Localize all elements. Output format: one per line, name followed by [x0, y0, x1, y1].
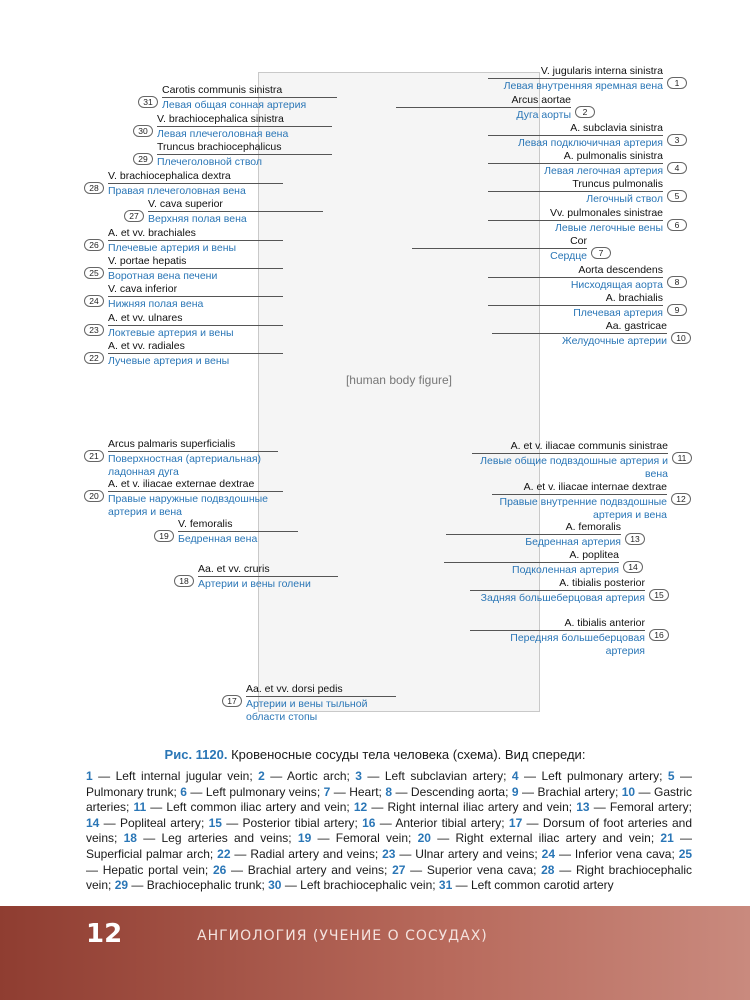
legend-text: Descending aorta — [410, 784, 506, 799]
label-number: 12 — [671, 493, 691, 505]
legend-text: Right external iliac artery and vein — [455, 831, 651, 846]
label-russian: Бедренная артерия — [446, 534, 621, 549]
label-number: 20 — [84, 490, 104, 502]
legend-number: 20 — [417, 831, 431, 846]
label-25 — [89, 255, 283, 283]
label-latin: V. femoralis — [178, 518, 233, 530]
label-16 — [470, 617, 664, 658]
label-russian: Левая подключичная артерия — [488, 135, 663, 150]
legend-number: 17 — [508, 815, 523, 830]
label-number: 24 — [84, 295, 104, 307]
legend-entry: 21 — Superficial palmar arch; — [86, 831, 693, 861]
label-russian: Левая плечеголовная вена — [157, 126, 332, 141]
label-number: 19 — [154, 530, 174, 542]
label-28 — [89, 170, 283, 198]
legend-number: 8 — [385, 784, 392, 799]
page-footer — [0, 906, 750, 1000]
label-russian: Задняя большеберцовая артерия — [470, 590, 645, 605]
label-number: 17 — [222, 695, 242, 707]
label-number: 28 — [84, 182, 104, 194]
legend-number: 23 — [382, 846, 396, 861]
label-latin: Truncus brachiocephalicus — [157, 141, 282, 153]
label-10 — [492, 320, 686, 348]
legend-number: 9 — [511, 784, 519, 799]
label-4 — [488, 150, 680, 178]
label-latin: A. et v. iliacae internae dextrae — [523, 481, 667, 493]
legend-text: Left pulmonary veins — [205, 784, 317, 799]
label-1 — [488, 65, 680, 93]
legend-number: 11 — [133, 800, 147, 815]
legend-text: Anterior tibial artery — [395, 815, 502, 830]
legend-number: 24 — [541, 846, 556, 861]
label-russian: Нижняя полая вена — [108, 296, 283, 311]
legend-text: Pulmonary trunk — [86, 784, 174, 799]
legend-number: 26 — [212, 862, 227, 877]
label-17 — [227, 683, 396, 724]
label-russian: Воротная вена печени — [108, 268, 283, 283]
figure-number: Рис. 1120. — [164, 747, 228, 762]
label-russian: Плечевые артерия и вены — [108, 240, 283, 255]
legend-number: 5 — [667, 769, 675, 783]
legend-text: Heart — [349, 784, 379, 799]
label-2 — [396, 94, 588, 122]
label-russian: Артерии и вены тыльной области стопы — [246, 696, 396, 724]
label-21 — [89, 438, 278, 479]
label-latin: V. cava inferior — [108, 283, 178, 295]
legend-number: 22 — [217, 846, 231, 861]
label-number: 14 — [623, 561, 643, 573]
legend-entry: 11 — Left common iliac artery and vein; — [133, 800, 354, 815]
legend-number: 2 — [258, 769, 265, 783]
label-number: 11 — [672, 452, 692, 464]
label-number: 4 — [667, 162, 687, 174]
legend-text: Radial artery and veins — [250, 846, 375, 861]
label-latin: A. femoralis — [565, 521, 621, 533]
label-number: 1 — [667, 77, 687, 89]
label-number: 6 — [667, 219, 687, 231]
legend-text: Right internal iliac artery and vein — [387, 800, 569, 815]
legend-entry: 31 — Left common carotid artery — [438, 878, 614, 893]
label-29 — [138, 141, 332, 169]
legend-entry: 5 — Pulmonary trunk; — [86, 769, 693, 799]
label-number: 15 — [649, 589, 669, 601]
legend-entry: 12 — Right internal iliac artery and vein; — [353, 800, 577, 815]
label-russian: Левая общая сонная артерия — [162, 97, 337, 112]
legend-number: 6 — [180, 784, 187, 799]
label-latin: Aa. et vv. cruris — [198, 563, 270, 575]
label-latin: Cor — [570, 235, 587, 247]
label-number: 2 — [575, 106, 595, 118]
label-number: 26 — [84, 239, 104, 251]
label-russian: Бедренная вена — [178, 531, 298, 546]
legend-text: Femoral artery — [609, 800, 689, 815]
legend-entry: 9 — Brachial artery; — [511, 784, 622, 799]
label-latin: A. brachialis — [605, 292, 663, 304]
label-latin: A. tibialis posterior — [559, 577, 645, 589]
label-14 — [444, 549, 638, 577]
legend-entry: 30 — Left brachiocephalic vein; — [268, 878, 439, 893]
legend-entry: 24 — Inferior vena cava; — [541, 846, 679, 861]
label-latin: A. pulmonalis sinistra — [563, 150, 663, 162]
legend-text: Ulnar artery and veins — [415, 846, 535, 861]
legend-entry: 17 — Dorsum of foot arteries and veins; — [86, 815, 693, 846]
legend-text: Superior vena cava — [426, 862, 534, 877]
legend-text: Brachiocephalic trunk — [146, 878, 262, 893]
label-18 — [179, 563, 338, 591]
legend-entry: 18 — Leg arteries and veins; — [123, 831, 298, 846]
label-number: 8 — [667, 276, 687, 288]
label-russian: Легочный ствол — [488, 191, 663, 206]
legend-number: 30 — [268, 878, 282, 893]
legend-number: 4 — [511, 769, 519, 783]
label-latin: A. subclavia sinistra — [570, 122, 663, 134]
legend-text: Left internal jugular vein — [115, 769, 250, 783]
legend-number: 21 — [660, 831, 674, 846]
label-9 — [488, 292, 680, 320]
label-latin: V. brachiocephalica dextra — [108, 170, 231, 182]
label-number: 13 — [625, 533, 645, 545]
placeholder-caption: [human body figure] — [345, 373, 453, 387]
label-russian: Желудочные артерии — [492, 333, 667, 348]
legend-text: Leg arteries and veins — [161, 831, 289, 846]
legend-text: Brachial artery and veins — [247, 862, 385, 877]
legend-entry: 6 — Left pulmonary veins; — [180, 784, 324, 799]
legend-entry: 16 — Anterior tibial artery; — [362, 815, 509, 830]
legend-entry: 19 — Femoral vein; — [297, 831, 418, 846]
legend-entry: 13 — Femoral artery; — [576, 800, 692, 815]
legend-entry: 22 — Radial artery and veins; — [217, 846, 383, 861]
label-russian: Сердце — [412, 248, 587, 263]
legend-entry: 14 — Popliteal artery; — [86, 815, 209, 830]
legend-entry: 10 — Gastric arteries; — [86, 784, 693, 815]
legend-entry: 26 — Brachial artery and veins; — [212, 862, 393, 877]
legend-entry: 7 — Heart; — [323, 784, 386, 799]
label-3 — [488, 122, 680, 150]
label-30 — [138, 113, 332, 141]
label-latin: A. et v. iliacae externae dextrae — [108, 478, 255, 490]
legend-entry: 23 — Ulnar artery and veins; — [382, 846, 542, 861]
label-russian: Левые легочные вены — [488, 220, 663, 235]
label-number: 31 — [138, 96, 158, 108]
label-russian: Правая плечеголовная вена — [108, 183, 283, 198]
legend-text: Left brachiocephalic vein — [300, 878, 433, 893]
legend-number: 1 — [86, 769, 93, 783]
label-latin: Arcus palmaris superficialis — [108, 438, 236, 450]
label-27 — [129, 198, 323, 226]
label-latin: V. cava superior — [148, 198, 223, 210]
legend-number: 10 — [621, 784, 636, 799]
label-number: 23 — [84, 324, 104, 336]
legend-entry: 27 — Superior vena cava; — [392, 862, 542, 877]
legend-text: Dorsum of foot arteries and veins — [86, 815, 693, 846]
legend-number: 15 — [208, 815, 222, 830]
label-26 — [89, 227, 283, 255]
label-russian: Левые общие подвздошные артерия и вена — [472, 453, 668, 481]
label-latin: V. portae hepatis — [108, 255, 187, 267]
label-11 — [472, 440, 687, 481]
legend-text: Posterior tibial artery — [242, 815, 355, 830]
label-latin: A. tibialis anterior — [564, 617, 645, 629]
legend-entry: 15 — Posterior tibial artery; — [208, 815, 363, 830]
label-5 — [488, 178, 680, 206]
legend-text: Popliteal artery — [119, 815, 201, 830]
legend-number: 14 — [86, 815, 100, 830]
label-russian: Плечеголовной ствол — [157, 154, 332, 169]
label-latin: A. poplitea — [569, 549, 619, 561]
legend-text: Superficial palmar arch — [86, 846, 210, 861]
label-number: 5 — [667, 190, 687, 202]
legend-number: 29 — [114, 878, 129, 893]
label-russian: Верхняя полая вена — [148, 211, 323, 226]
label-latin: Arcus aortae — [511, 94, 571, 106]
label-31 — [143, 84, 337, 112]
legend-entry: 28 — Right brachiocephalic vein; — [86, 862, 693, 893]
label-latin: A. et vv. brachiales — [108, 227, 196, 239]
label-12 — [492, 481, 686, 522]
legend-number: 18 — [123, 831, 137, 846]
legend-text: Left common carotid artery — [470, 878, 614, 893]
label-15 — [470, 577, 664, 605]
label-russian: Нисходящая аорта — [488, 277, 663, 292]
label-russian: Лучевые артерия и вены — [108, 353, 283, 368]
label-latin: Vv. pulmonales sinistrae — [549, 207, 663, 219]
label-russian: Левая легочная артерия — [488, 163, 663, 178]
legend-text: Left subclavian artery — [384, 769, 504, 783]
legend-number: 3 — [355, 769, 362, 783]
label-24 — [89, 283, 283, 311]
page-number: 12 — [86, 919, 123, 949]
legend-text: Brachial artery — [537, 784, 615, 799]
label-number: 9 — [667, 304, 687, 316]
legend-entry: 25 — Hepatic portal vein; — [86, 846, 693, 877]
legend-text: Right brachiocephalic vein — [86, 862, 693, 893]
label-latin: A. et vv. ulnares — [108, 312, 183, 324]
label-number: 27 — [124, 210, 144, 222]
label-8 — [488, 264, 680, 292]
label-russian: Дуга аорты — [396, 107, 571, 122]
legend-text: Hepatic portal vein — [102, 862, 205, 877]
label-russian: Левая внутренняя яремная вена — [488, 78, 663, 93]
legend-number: 31 — [438, 878, 453, 893]
label-number: 18 — [174, 575, 194, 587]
label-russian: Правые наружные подвздошные артерия и вена — [108, 491, 283, 519]
legend-number: 13 — [576, 800, 590, 815]
legend-text: Aortic arch — [287, 769, 347, 783]
legend-text: Gastric arteries — [86, 784, 693, 815]
legend-entry: 29 — Brachiocephalic trunk; — [114, 878, 269, 893]
legend-number: 7 — [323, 784, 331, 799]
label-number: 25 — [84, 267, 104, 279]
label-latin: Carotis communis sinistra — [162, 84, 283, 96]
label-latin: Aorta descendens — [578, 264, 663, 276]
label-number: 16 — [649, 629, 669, 641]
label-19 — [159, 518, 298, 546]
figure-title: Кровеносные сосуды тела человека (схема). Вид спереди: — [231, 747, 586, 762]
label-russian: Артерии и вены голени — [198, 576, 338, 591]
legend-text: Femoral vein — [335, 831, 409, 846]
legend-entry: 3 — Left subclavian artery; — [355, 769, 512, 783]
label-latin: V. brachiocephalica sinistra — [157, 113, 284, 125]
label-latin: A. et v. iliacae communis sinistrae — [510, 440, 668, 452]
label-number: 7 — [591, 247, 611, 259]
label-22 — [89, 340, 283, 368]
label-russian: Правые внутренние подвздошные артерия и вена — [492, 494, 667, 522]
label-latin: Aa. gastricae — [605, 320, 667, 332]
label-23 — [89, 312, 283, 340]
label-number: 3 — [667, 134, 687, 146]
legend-entry: 1 — Left internal jugular vein; — [86, 769, 259, 783]
label-russian: Плечевая артерия — [488, 305, 663, 320]
label-7 — [412, 235, 604, 263]
legend-text: Left common iliac artery and vein — [166, 800, 347, 815]
label-number: 22 — [84, 352, 104, 364]
label-latin: Aa. et vv. dorsi pedis — [246, 683, 343, 695]
legend-entry: 20 — Right external iliac artery and vein; — [417, 831, 661, 846]
label-latin: V. jugularis interna sinistra — [540, 65, 663, 77]
figure-caption — [0, 747, 750, 762]
label-russian: Локтевые артерия и вены — [108, 325, 283, 340]
figure-legend — [86, 769, 692, 894]
label-number: 21 — [84, 450, 104, 462]
legend-entry: 4 — Left pulmonary artery; — [511, 769, 668, 783]
label-russian: Передняя большеберцовая артерия — [470, 630, 645, 658]
legend-number: 25 — [678, 846, 693, 861]
label-latin: Truncus pulmonalis — [572, 178, 663, 190]
legend-text: Left pulmonary artery — [541, 769, 660, 783]
legend-number: 16 — [362, 815, 376, 830]
legend-entry: 8 — Descending aorta; — [385, 784, 512, 799]
label-13 — [446, 521, 640, 549]
label-russian: Подколенная артерия — [444, 562, 619, 577]
legend-entry: 2 — Aortic arch; — [258, 769, 356, 783]
label-number: 30 — [133, 125, 153, 137]
label-number: 10 — [671, 332, 691, 344]
legend-number: 28 — [541, 862, 555, 877]
label-6 — [488, 207, 680, 235]
legend-number: 12 — [353, 800, 368, 815]
label-russian: Поверхностная (артериальная) ладонная дуга — [108, 451, 278, 479]
label-number: 29 — [133, 153, 153, 165]
legend-number: 27 — [392, 862, 406, 877]
label-latin: A. et vv. radiales — [108, 340, 185, 352]
legend-text: Inferior vena cava — [574, 846, 672, 861]
chapter-title: АНГИОЛОГИЯ (УЧЕНИЕ О СОСУДАХ) — [197, 928, 488, 944]
label-20 — [89, 478, 283, 519]
legend-number: 19 — [297, 831, 312, 846]
